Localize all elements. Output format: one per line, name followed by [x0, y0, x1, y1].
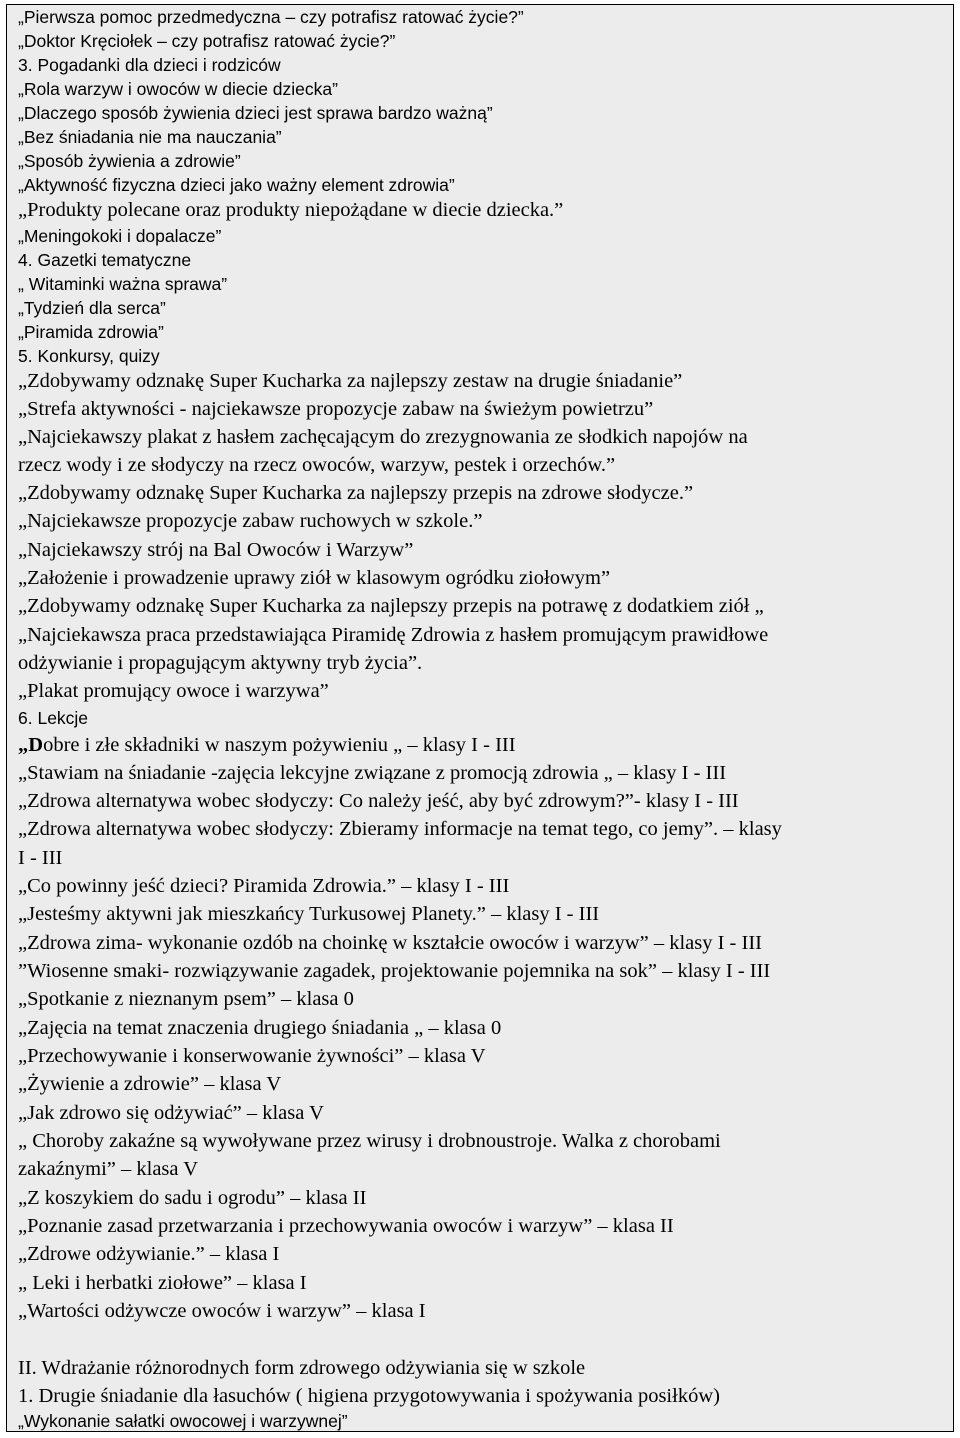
list-item: „Najciekawszy plakat z hasłem zachęcającym do zrezygnowania ze słodkich napojów na — [18, 426, 748, 448]
list-item: „Najciekawsza praca przedstawiająca Piramidę Zdrowia z hasłem promującym prawidłowe — [18, 624, 769, 646]
list-item: „Tydzień dla serca” — [18, 298, 166, 318]
list-item: „Rola warzyw i owoców w diecie dziecka” — [18, 79, 338, 99]
list-item: „Dlaczego sposób żywienia dzieci jest sprawa bardzo ważną” — [18, 103, 493, 123]
list-item: „Zdrowe odżywianie.” – klasa I — [18, 1243, 280, 1265]
list-item: „Jesteśmy aktywni jak mieszkańcy Turkusowej Planety.” – klasy I - III — [18, 903, 600, 925]
document-frame — [6, 4, 954, 1432]
drop-letter: D — [28, 734, 44, 756]
part-heading-2: II. Wdrażanie różnorodnych form zdrowego odżywiania się w szkole — [18, 1357, 586, 1379]
list-item: 1. Drugie śniadanie dla łasuchów ( higiena przygotowywania i spożywania posiłków) — [18, 1385, 720, 1407]
list-item: ”Wiosenne smaki- rozwiązywanie zagadek, projektowanie pojemnika na sok” – klasy I - III — [18, 960, 771, 982]
section-heading-4: 4. Gazetki tematyczne — [18, 250, 192, 270]
list-item-rest: obre i złe składniki w naszym pożywieniu „ – klasy I - III — [43, 734, 516, 756]
list-item: „ Choroby zakaźne są wywoływane przez wirusy i drobnoustroje. Walka z chorobami — [18, 1130, 721, 1152]
list-item: I - III — [18, 847, 63, 869]
list-item: „Zdrowa alternatywa wobec słodyczy: Co należy jeść, aby być zdrowym?”- klasy I - III — [18, 790, 739, 812]
list-item: „Zdrowa zima- wykonanie ozdób na choinkę w kształcie owoców i warzyw” – klasy I - III — [18, 932, 762, 954]
list-item: „Aktywność fizyczna dzieci jako ważny element zdrowia” — [18, 175, 455, 195]
list-item — [18, 733, 516, 758]
list-item: „Z koszykiem do sadu i ogrodu” – klasa II — [18, 1187, 367, 1209]
list-item: „ Leki i herbatki ziołowe” – klasa I — [18, 1272, 307, 1294]
list-item: „Wartości odżywcze owoców i warzyw” – klasa I — [18, 1300, 426, 1322]
list-item: „Produkty polecane oraz produkty niepożądane w diecie dziecka.” — [18, 199, 564, 221]
list-item: zakaźnymi” – klasa V — [18, 1158, 199, 1180]
list-item: „Poznanie zasad przetwarzania i przechowywania owoców i warzyw” – klasa II — [18, 1215, 674, 1237]
list-item: „Zdobywamy odznakę Super Kucharka za najlepszy przepis na zdrowe słodycze.” — [18, 482, 694, 504]
list-item: „Jak zdrowo się odżywiać” – klasa V — [18, 1102, 324, 1124]
list-item: „Meningokoki i dopalacze” — [18, 226, 222, 246]
list-item: „Założenie i prowadzenie uprawy ziół w klasowym ogródku ziołowym” — [18, 567, 611, 589]
text-line: „Pierwsza pomoc przedmedyczna – czy potrafisz ratować życie?” — [18, 7, 524, 27]
list-item: „Spotkanie z nieznanym psem” – klasa 0 — [18, 988, 354, 1010]
list-item: odżywianie i propagującym aktywny tryb życia”. — [18, 652, 423, 674]
list-item: „Zdrowa alternatywa wobec słodyczy: Zbieramy informacje na temat tego, co jemy”. – klasy — [18, 818, 782, 840]
section-heading-5: 5. Konkursy, quizy — [18, 346, 160, 366]
list-item: „Najciekawsze propozycje zabaw ruchowych w szkole.” — [18, 510, 483, 532]
list-item: „Sposób żywienia a zdrowie” — [18, 151, 241, 171]
list-item: „Najciekawszy strój na Bal Owoców i Warzyw” — [18, 539, 414, 561]
section-heading-3: 3. Pogadanki dla dzieci i rodziców — [18, 55, 281, 75]
list-item: „Strefa aktywności - najciekawsze propozycje zabaw na świeżym powietrzu” — [18, 398, 654, 420]
list-item: „Zdobywamy odznakę Super Kucharka za najlepszy zestaw na drugie śniadanie” — [18, 370, 683, 392]
list-item: „Wykonanie sałatki owocowej i warzywnej” — [18, 1411, 348, 1431]
list-item: „Żywienie a zdrowie” – klasa V — [18, 1073, 282, 1095]
list-item: „Co powinny jeść dzieci? Piramida Zdrowia.” – klasy I - III — [18, 875, 510, 897]
text-line: „Doktor Kręciołek – czy potrafisz ratować życie?” — [18, 31, 396, 51]
list-item: „Zdobywamy odznakę Super Kucharka za najlepszy przepis na potrawę z dodatkiem ziół „ — [18, 595, 764, 617]
opening-quote: „ — [18, 734, 29, 756]
list-item: „Przechowywanie i konserwowanie żywności” – klasa V — [18, 1045, 486, 1067]
section-heading-6: 6. Lekcje — [18, 708, 89, 728]
list-item: „Piramida zdrowia” — [18, 322, 164, 342]
list-item: „ Witaminki ważna sprawa” — [18, 274, 228, 294]
list-item: rzecz wody i ze słodyczy na rzecz owoców, warzyw, pestek i orzechów.” — [18, 454, 616, 476]
list-item: „Zajęcia na temat znaczenia drugiego śniadania „ – klasa 0 — [18, 1017, 502, 1039]
list-item: „Bez śniadania nie ma nauczania” — [18, 127, 282, 147]
list-item: „Plakat promujący owoce i warzywa” — [18, 680, 329, 702]
list-item: „Stawiam na śniadanie -zajęcia lekcyjne związane z promocją zdrowia „ – klasy I - III — [18, 762, 727, 784]
